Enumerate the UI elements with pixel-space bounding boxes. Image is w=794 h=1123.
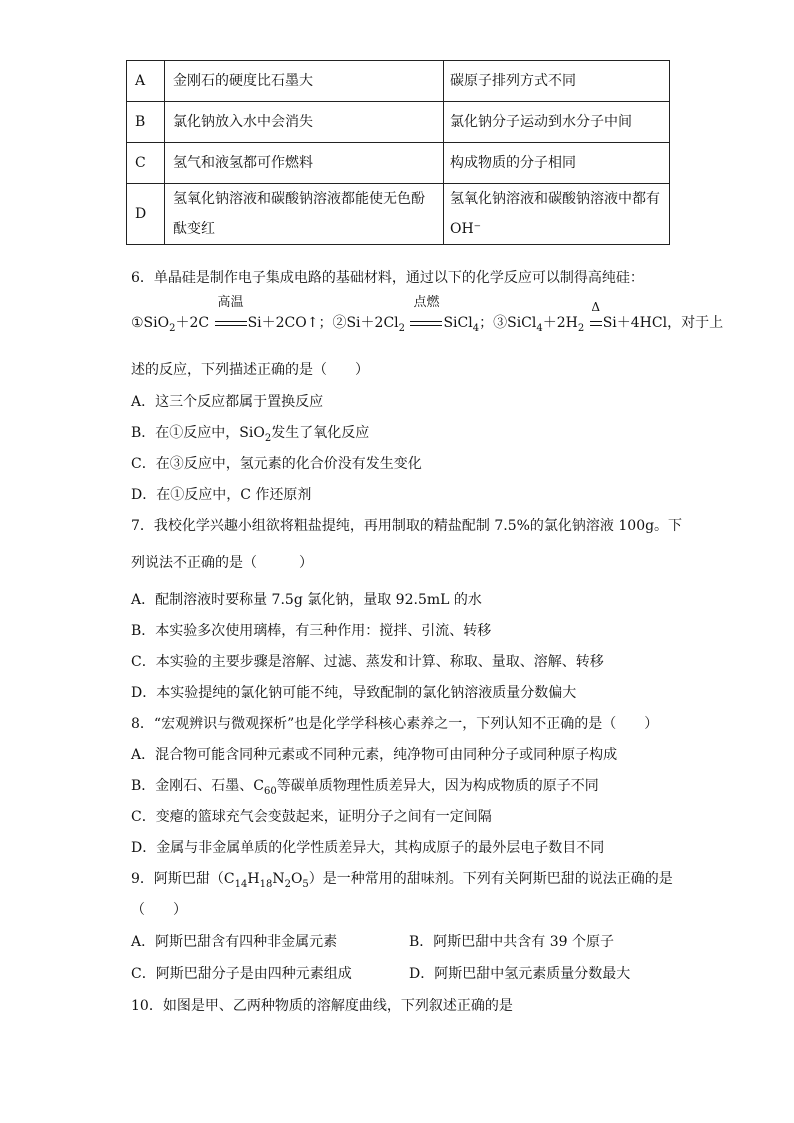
equals-sign [410,321,442,326]
equals-sign [590,321,602,326]
row-fact [165,184,444,245]
eq2-right: SiCl [443,315,473,331]
eq1-left: ①SiO [131,315,170,331]
eq2-condition [409,295,443,333]
table-row [127,143,670,184]
eq3-condition [589,300,603,333]
eq3-condition-label: Δ [591,300,601,314]
q7-option-d[interactable]: D．本实验提纯的氯化钠可能不纯，导致配制的氯化钠溶液质量分数偏大 [131,685,577,701]
row-explain: 碳原子排列方式不同 [444,61,670,102]
q6-option-b-text: B．在①反应中，SiO [131,425,265,441]
subscript: 18 [259,878,273,890]
row-letter: D [127,184,165,245]
row-fact: 氢气和液氢都可作燃料 [165,143,444,184]
subscript: 2 [398,322,406,334]
eq3-right: Si＋4HCl，对于上 [602,315,724,331]
subscript: 60 [264,785,277,797]
q9-h: H [247,871,260,887]
row-fact: 金刚石的硬度比石墨大 [165,61,444,102]
row-letter: C [127,143,165,184]
q8-option-c[interactable]: C．变瘪的篮球充气会变鼓起来，证明分子之间有一定间隔 [131,809,492,825]
eq1-condition [214,295,248,333]
row-explain-line2: OH⁻ [450,221,482,237]
eq1-right: Si＋2CO↑； [247,315,333,331]
table-row [127,61,670,102]
subscript: 2 [169,322,176,334]
equals-sign [215,321,247,326]
table-row [127,102,670,143]
subscript: 4 [472,322,480,334]
eq1-mid: ＋2C [175,315,210,331]
q9-n: N [272,871,285,887]
row-fact: 氯化钠放入水中会消失 [165,102,444,143]
row-explain [444,184,670,245]
q7-option-b[interactable]: B．本实验多次使用璃棒，有三种作用：搅拌、引流、转移 [131,623,492,639]
row-explain: 氯化钠分子运动到水分子中间 [444,102,670,143]
q6-option-a[interactable]: A．这三个反应都属于置换反应 [131,394,324,410]
options-table [126,60,670,245]
q7-option-c[interactable]: C．本实验的主要步骤是溶解、过滤、蒸发和计算、称取、量取、溶解、转移 [131,654,604,670]
row-letter: A [127,61,165,102]
q7-stem-line1: 7．我校化学兴趣小组欲将粗盐提纯，再用制取的精盐配制 7.5%的氯化钠溶液 100g。下 [131,518,683,534]
q6-equations [131,295,724,339]
row-letter: B [127,102,165,143]
q9-option-d[interactable]: D．阿斯巴甜中氢元素质量分数最大 [409,966,631,982]
table-row [127,184,670,245]
q6-option-b[interactable] [131,423,369,449]
q9-option-b[interactable]: B．阿斯巴甜中共含有 39 个原子 [409,934,615,950]
q10-stem: 10．如图是甲、乙两种物质的溶解度曲线，下列叙述正确的是 [131,998,513,1014]
row-explain-line1: 氢氧化钠溶液和碳酸钠溶液中都有 [450,191,660,207]
q6-stem: 6．单晶硅是制作电子集成电路的基础材料，通过以下的化学反应可以制得高纯硅： [131,270,644,286]
subscript: 2 [284,878,291,890]
q7-stem-line2: 列说法不正确的是（ ） [131,555,313,571]
subscript: 2 [577,322,585,334]
q9-answer-paren: （ ） [131,902,187,918]
q6-stem2: 述的反应，下列描述正确的是（ ） [131,362,369,378]
q8-option-b-text: B．金刚石、石墨、C [131,778,264,794]
q9-stem-a: 9．阿斯巴甜（C [131,871,235,887]
eq2-left: ②Si＋2Cl [332,315,399,331]
row-fact-line1: 氢氧化钠溶液和碳酸钠溶液都能使无色酚 [173,191,425,207]
q9-stem [131,869,673,895]
row-fact-line2: 酞变红 [173,221,215,237]
subscript: 2 [264,432,272,444]
q8-stem: 8．“宏观辨识与微观探析”也是化学学科核心素养之一，下列认知不正确的是（ ） [131,716,659,732]
q9-stem-b: ）是一种常用的甜味剂。下列有关阿斯巴甜的说法正确的是 [308,871,673,887]
q8-option-d[interactable]: D．金属与非金属单质的化学性质差异大，其构成原子的最外层电子数目不同 [131,840,605,856]
subscript: 14 [234,878,248,890]
q9-o: O [290,871,303,887]
subscript: 5 [302,878,309,890]
eq1-condition-label: 高温 [217,295,244,310]
eq3-mid: ＋2H [542,315,578,331]
q9-option-c[interactable]: C．阿斯巴甜分子是由四种元素组成 [131,966,352,982]
eq3-left: ③SiCl [493,315,537,331]
q9-option-a[interactable]: A．阿斯巴甜含有四种非金属元素 [131,934,338,950]
q8-option-b[interactable] [131,776,599,802]
q6-option-c[interactable]: C．在③反应中，氢元素的化合价没有发生变化 [131,456,422,472]
q8-option-a[interactable]: A．混合物可能含同种元素或不同种元素，纯净物可由同种分子或同种原子构成 [131,747,618,763]
eq2-condition-label: 点燃 [413,295,440,310]
eq2-end: ； [479,315,494,331]
row-explain: 构成物质的分子相同 [444,143,670,184]
q8-option-b-text2: 等碳单质物理性质差异大，因为构成物质的原子不同 [276,778,599,794]
q7-option-a[interactable]: A．配制溶液时要称量 7.5g 氯化钠，量取 92.5mL 的水 [131,592,482,608]
q6-option-d[interactable]: D．在①反应中，C 作还原剂 [131,487,312,503]
q6-option-b-text2: 发生了氧化反应 [271,425,370,441]
subscript: 4 [536,322,543,334]
